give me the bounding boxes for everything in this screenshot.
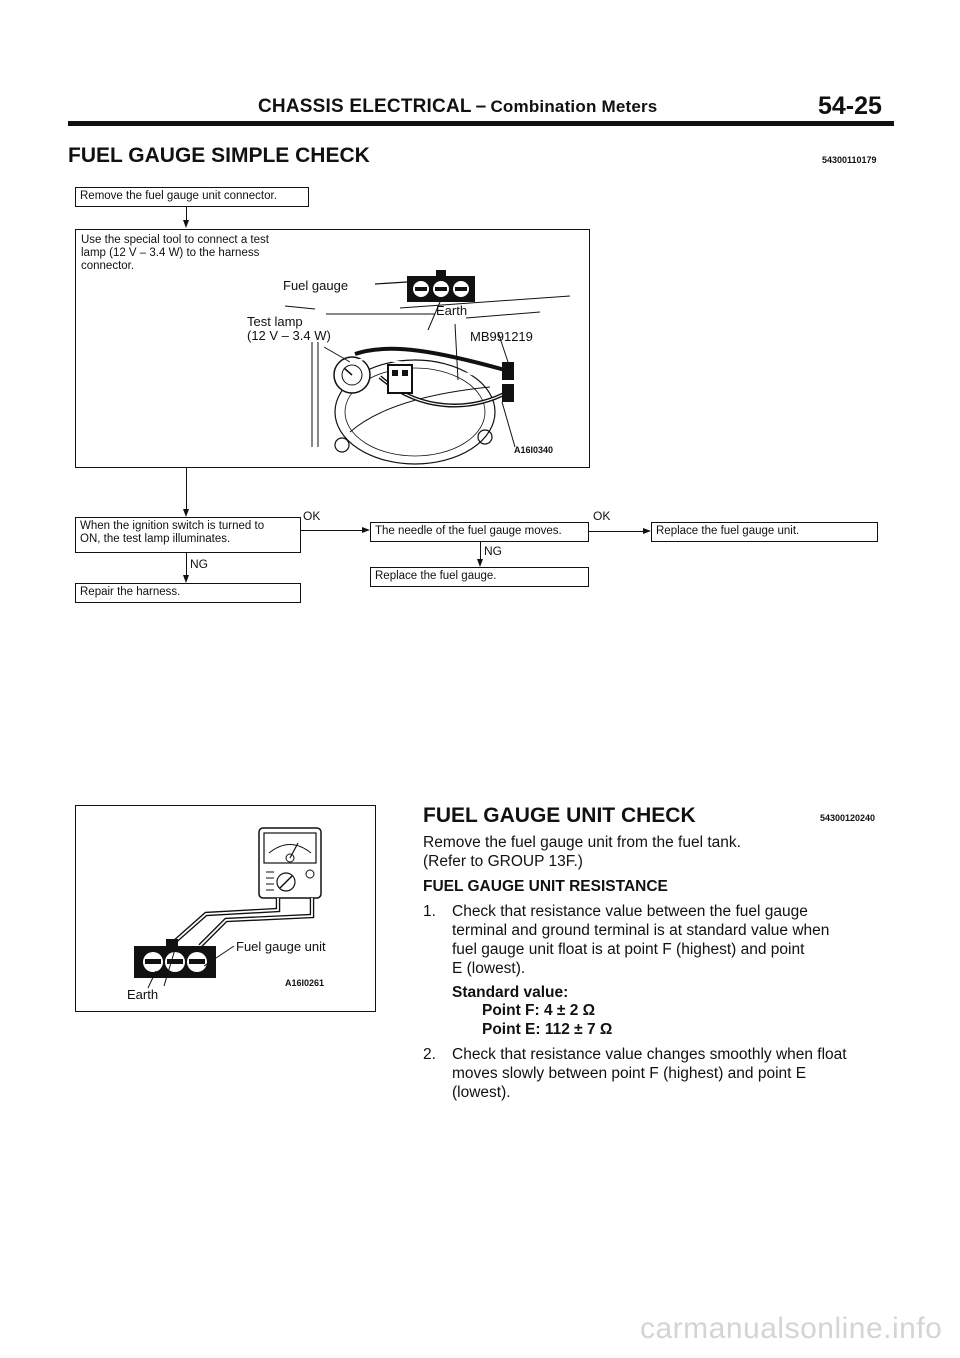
repair-harness-text: Repair the harness. [80, 586, 181, 598]
figure-code: A16I0340 [514, 445, 554, 455]
watermark: carmanualsonline.info [640, 1312, 943, 1345]
arrow-down-icon [183, 220, 189, 228]
branch-label-ok: OK [593, 509, 611, 523]
flow-connector-line [186, 468, 187, 510]
unit-check-title: FUEL GAUGE UNIT CHECK [423, 804, 696, 827]
replace-unit-text: Replace the fuel gauge unit. [656, 525, 800, 537]
ohmmeter-diagram [76, 806, 375, 1011]
bolt-icon [335, 438, 349, 452]
standard-value-point-e: Point E: 112 ± 7 Ω [482, 1021, 613, 1038]
item-1-number: 1. [423, 903, 436, 920]
item-2-line-2: moves slowly between point F (highest) and point E [452, 1065, 807, 1082]
item-2-line-3: (lowest). [452, 1084, 511, 1101]
arrow-right-icon [643, 528, 651, 534]
arrow-right-icon [362, 527, 370, 533]
figure-code: A16I0261 [285, 978, 325, 988]
simple-check-code: 54300110179 [822, 155, 877, 165]
item-2-number: 2. [423, 1046, 436, 1063]
flow-connector-line [186, 207, 187, 221]
diagram-label-test-lamp: Test lamp [247, 314, 303, 329]
diagram-label-fuel-gauge-unit: Fuel gauge unit [236, 939, 326, 954]
arrow-down-icon [183, 575, 189, 583]
flow-step-remove-connector-text: Remove the fuel gauge unit connector. [80, 190, 277, 202]
flow-connector-line [301, 530, 363, 531]
item-2-line-1: Check that resistance value changes smoothly when float [452, 1046, 847, 1063]
step2-line2: lamp (12 V – 3.4 W) to the harness [81, 247, 260, 259]
step2-line3: connector. [81, 260, 135, 272]
unit-resistance-subheading: FUEL GAUGE UNIT RESISTANCE [423, 878, 668, 895]
flow-step-repair-harness [75, 583, 301, 603]
ohmmeter-icon [259, 828, 321, 898]
fuel-gauge-connector-icon [407, 270, 475, 302]
standard-value-point-f: Point F: 4 ± 2 Ω [482, 1002, 596, 1019]
harness-connector-icon [388, 365, 412, 393]
step3-line2: ON, the test lamp illuminates. [80, 533, 231, 545]
unit-check-intro-1: Remove the fuel gauge unit from the fuel tank. [423, 834, 741, 851]
gauge-dial-icon [334, 357, 370, 393]
chapter-title: CHASSIS ELECTRICAL [258, 96, 472, 117]
diagram-label-test-lamp-rating: (12 V – 3.4 W) [247, 328, 331, 343]
page-header-title [258, 96, 657, 118]
diagram-label-fuel-gauge: Fuel gauge [283, 278, 349, 293]
header-rule [68, 121, 894, 126]
section-title: Combination Meters [490, 97, 658, 116]
replace-gauge-text: Replace the fuel gauge. [375, 570, 497, 582]
unit-check-intro-2: (Refer to GROUP 13F.) [423, 853, 583, 870]
item-1-line-4: E (lowest). [452, 960, 526, 977]
branch-label-ok: OK [303, 509, 321, 523]
flow-step-ignition-check [75, 517, 301, 553]
item-1-line-1: Check that resistance value between the fuel gauge [452, 903, 808, 920]
branch-label-ng: NG [190, 557, 208, 571]
flow-step-replace-unit [651, 522, 878, 542]
unit-check-code: 54300120240 [820, 813, 876, 823]
simple-check-title: FUEL GAUGE SIMPLE CHECK [68, 144, 370, 167]
flow-step-replace-gauge [370, 567, 589, 587]
diagram-label-earth: Earth [127, 987, 159, 1002]
standard-value-label: Standard value: [452, 984, 569, 1001]
probe-icon [502, 362, 514, 380]
branch-label-ng: NG [484, 544, 502, 558]
probe-icon [502, 384, 514, 402]
needle-moves-text: The needle of the fuel gauge moves. [375, 525, 562, 537]
item-1-line-3: fuel gauge unit float is at point F (highest) and point [452, 941, 805, 958]
flow-connector-line [589, 531, 644, 532]
diagram-label-special-tool: MB991219 [470, 329, 533, 344]
item-1-line-2: terminal and ground terminal is at standard value when [452, 922, 830, 939]
arrow-down-icon [477, 559, 483, 567]
flow-step-needle-moves [370, 522, 589, 542]
step2-line1: Use the special tool to connect a test [81, 234, 269, 246]
step3-line1: When the ignition switch is turned to [80, 520, 265, 532]
diagram-label-earth: Earth [436, 303, 468, 318]
arrow-down-icon [183, 509, 189, 517]
page-number: 54-25 [818, 92, 882, 120]
header-dash: – [475, 96, 487, 117]
flow-step-remove-connector [75, 187, 309, 207]
